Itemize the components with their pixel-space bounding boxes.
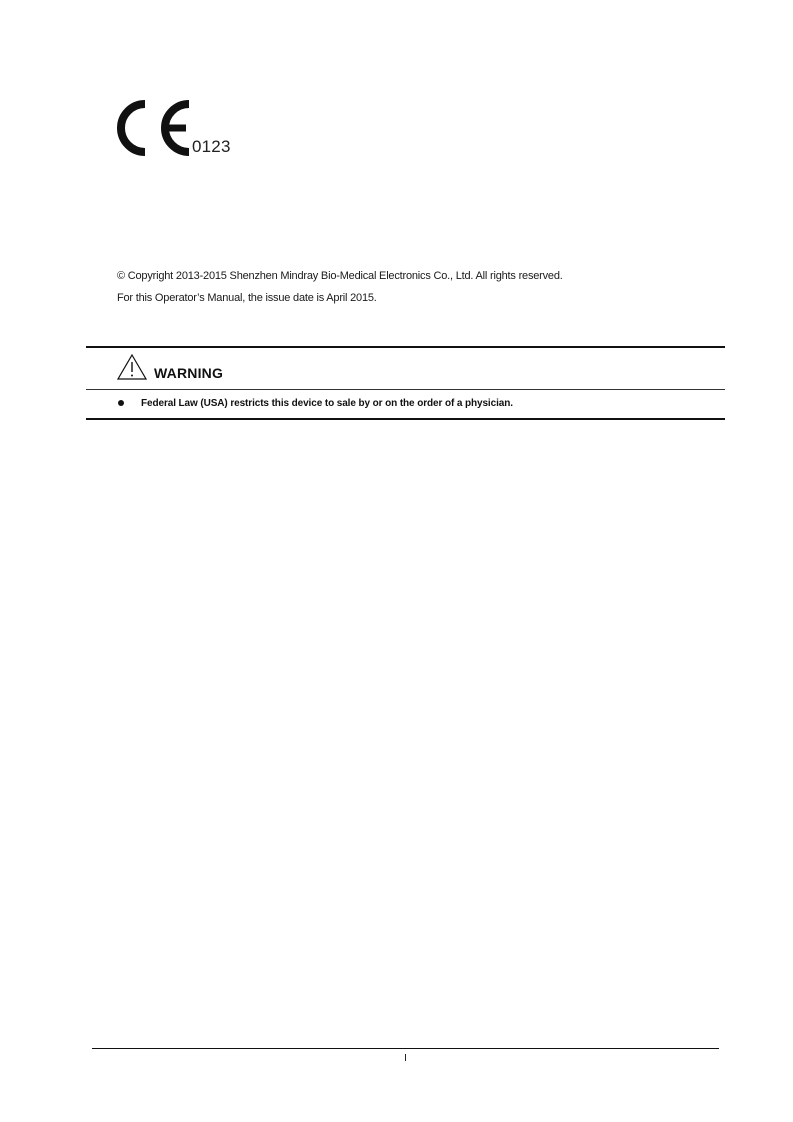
copyright-block [117, 265, 563, 309]
ce-mark-logo [116, 100, 241, 162]
warning-divider [86, 389, 725, 390]
notified-body-number: 0123 [192, 137, 231, 156]
ce-logo-icon [116, 100, 191, 156]
issue-date-line: For this Operator’s Manual, the issue date is April 2015. [117, 292, 377, 304]
warning-top-rule [86, 346, 725, 348]
warning-box [86, 346, 725, 421]
warning-item-text: Federal Law (USA) restricts this device to sale by or on the order of a physician. [141, 398, 513, 409]
bullet-icon [118, 400, 124, 406]
footer-rule [92, 1048, 719, 1049]
warning-title: WARNING [154, 365, 224, 381]
warning-bottom-rule [86, 418, 725, 420]
copyright-line: © Copyright 2013-2015 Shenzhen Mindray Bio-Medical Electronics Co., Ltd. All rights reserved. [117, 270, 563, 282]
warning-triangle-icon [117, 354, 147, 380]
page-number: I [404, 1053, 407, 1064]
